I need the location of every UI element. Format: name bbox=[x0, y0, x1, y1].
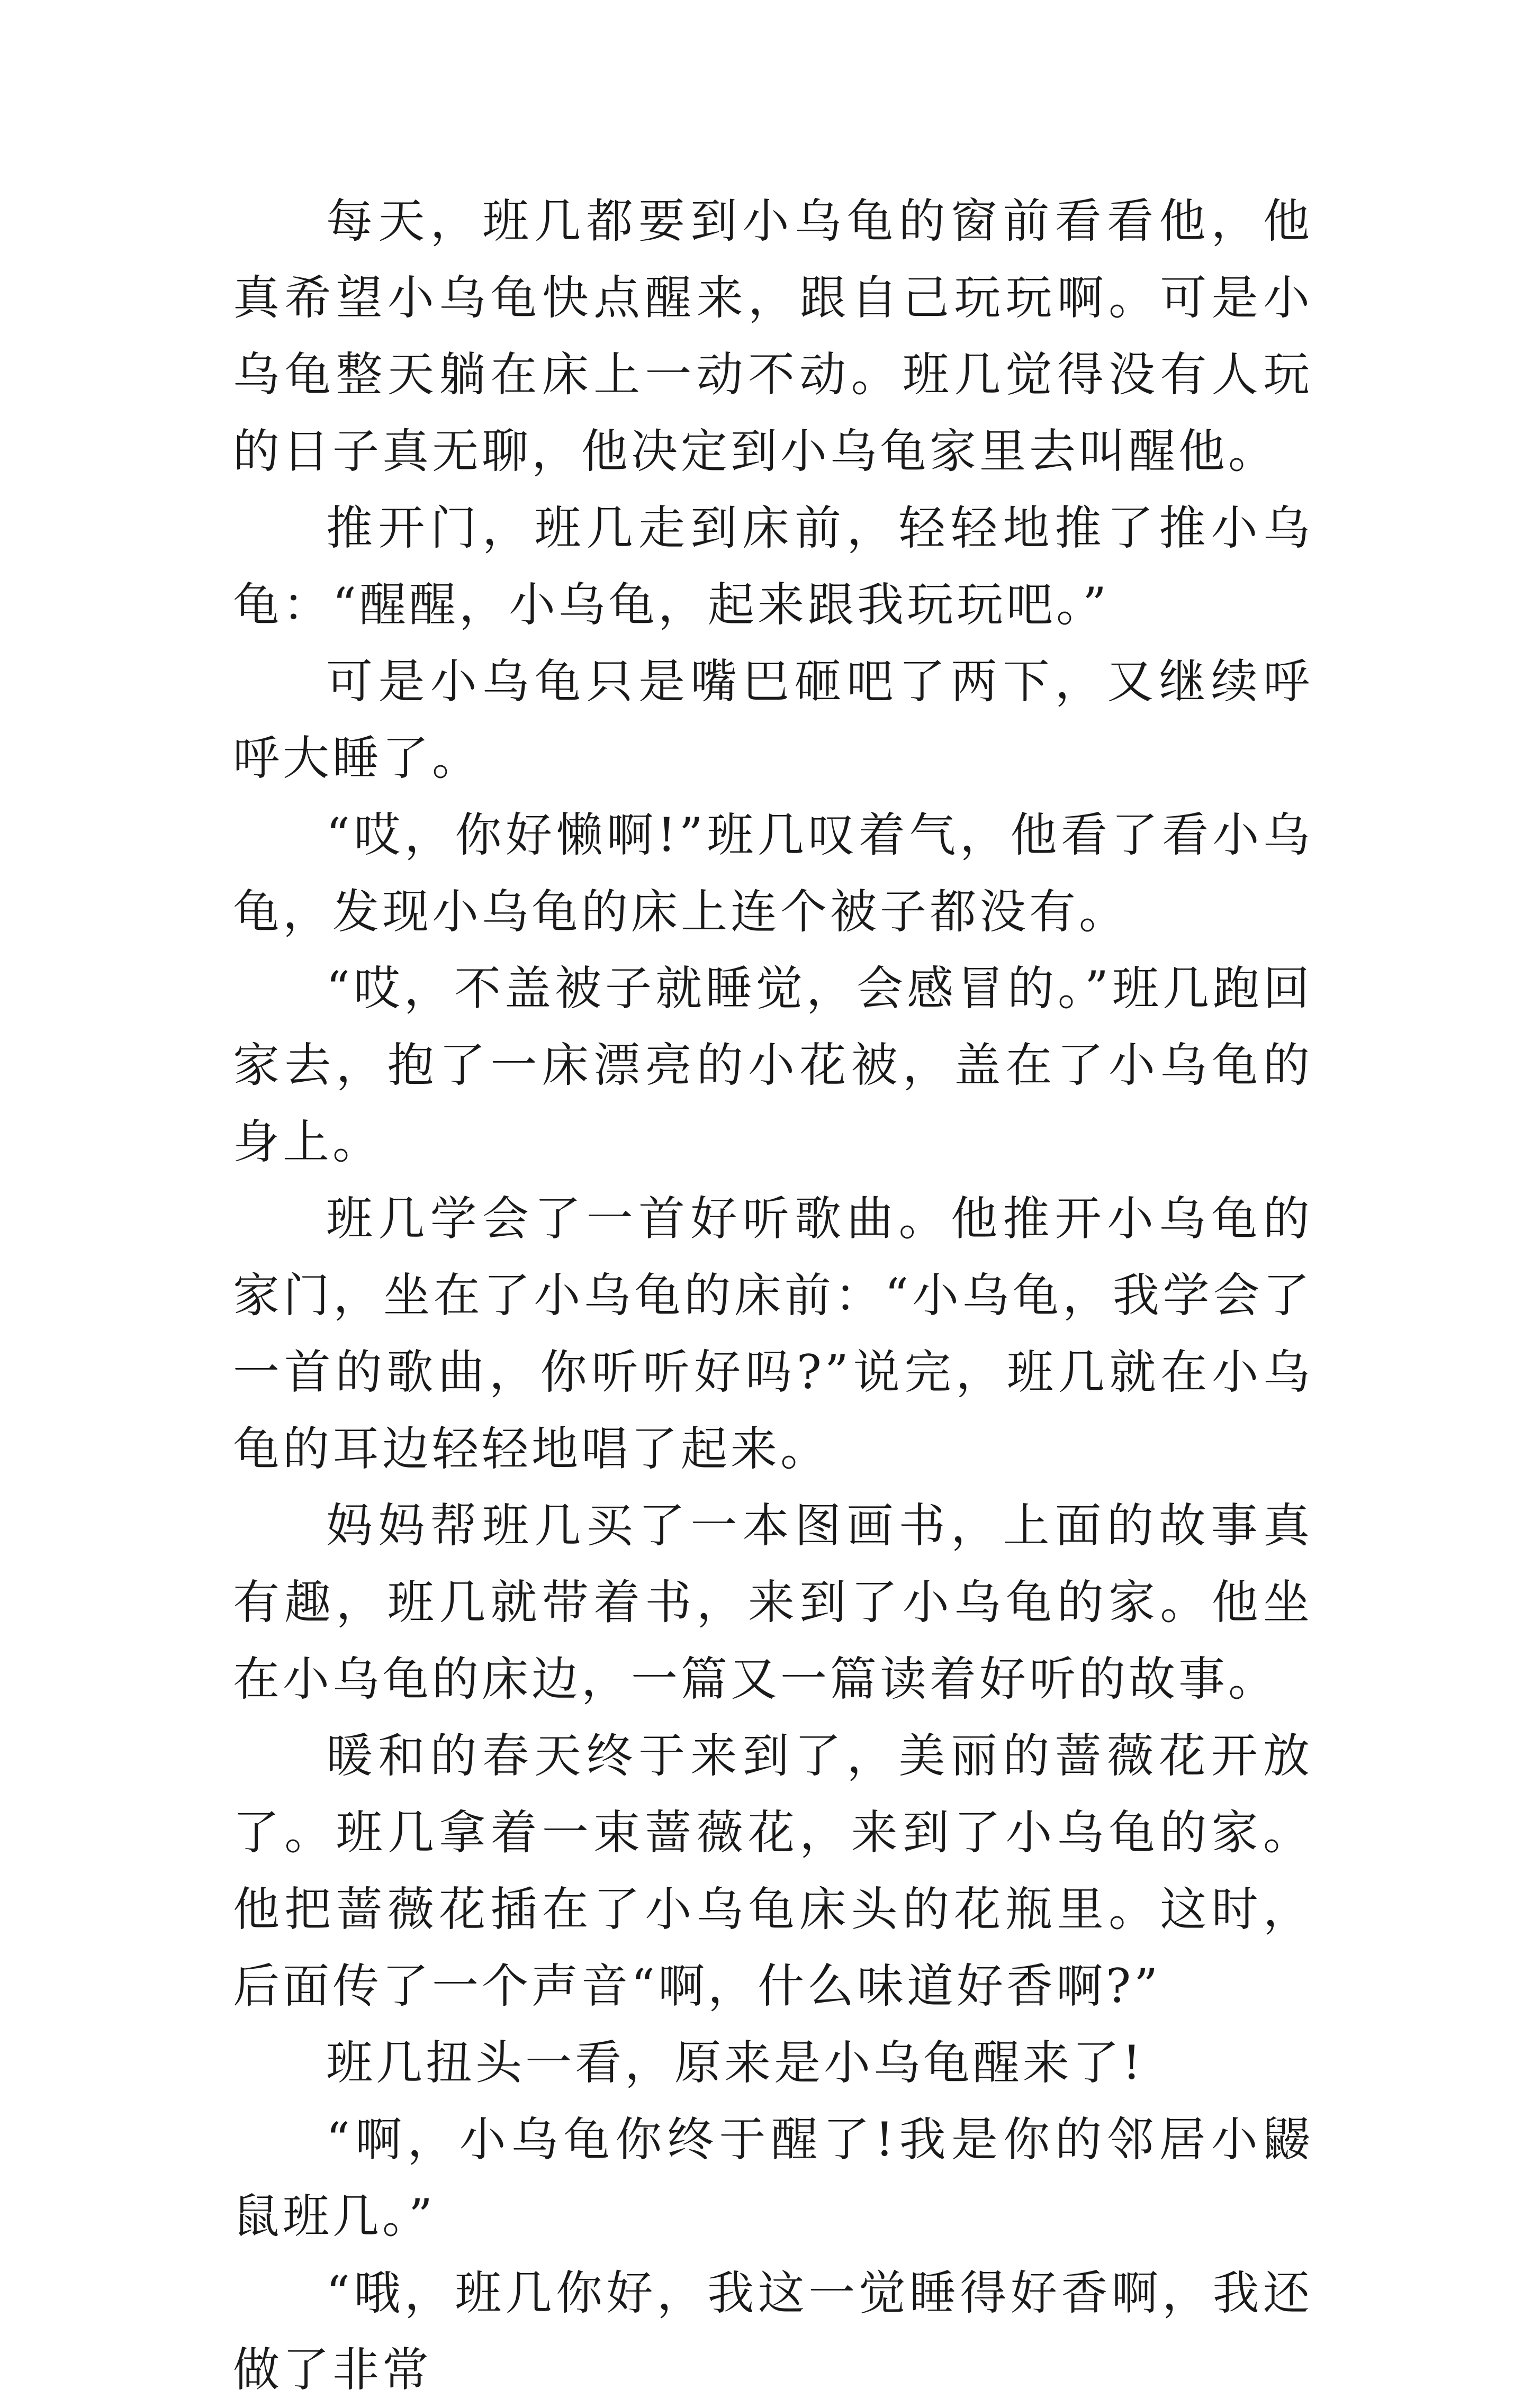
paragraph: 暖和的春天终于来到了，美丽的蔷薇花开放了。班几拿着一束蔷薇花，来到了小乌龟的家。他把蔷薇花插在了小乌龟床头的花瓶里。这时，后面传了一个声音“啊，什么味道好香啊?” bbox=[233, 1728, 1313, 2013]
paragraph: 可是小乌龟只是嘴巴砸吧了两下，又继续呼呼大睡了。 bbox=[233, 654, 1313, 785]
paragraph: 班几扭头一看，原来是小乌龟醒来了! bbox=[326, 2035, 1145, 2090]
paragraph: “哎，你好懒啊!”班几叹着气，他看了看小乌龟，发现小乌龟的床上连个被子都没有。 bbox=[233, 808, 1313, 939]
paragraph: “哎，不盖被子就睡觉，会感冒的。”班几跑回家去，抱了一床漂亮的小花被，盖在了小乌龟的身上。 bbox=[233, 961, 1313, 1169]
paragraph: “啊，小乌龟你终于醒了!我是你的邻居小鼹鼠班几。” bbox=[233, 2112, 1313, 2243]
paragraph: 班几学会了一首好听歌曲。他推开小乌龟的家门，坐在了小乌龟的床前：“小乌龟，我学会了一首的歌曲，你听听好吗?”说完，班几就在小乌龟的耳边轻轻地唱了起来。 bbox=[233, 1191, 1313, 1476]
paragraph: 推开门，班几走到床前，轻轻地推了推小乌龟：“醒醒，小乌龟，起来跟我玩玩吧。” bbox=[233, 501, 1313, 632]
paragraph: “哦，班几你好，我这一觉睡得好香啊，我还做了非常 bbox=[233, 2266, 1313, 2397]
paragraph: 妈妈帮班几买了一本图画书，上面的故事真有趣，班几就带着书，来到了小乌龟的家。他坐在小乌龟的床边，一篇又一篇读着好听的故事。 bbox=[233, 1498, 1313, 1706]
paragraph: 每天，班几都要到小乌龟的窗前看看他，他真希望小乌龟快点醒来，跟自己玩玩啊。可是小乌龟整天躺在床上一动不动。班几觉得没有人玩的日子真无聊，他决定到小乌龟家里去叫醒他。 bbox=[233, 194, 1313, 478]
story-text bbox=[233, 183, 1313, 2408]
